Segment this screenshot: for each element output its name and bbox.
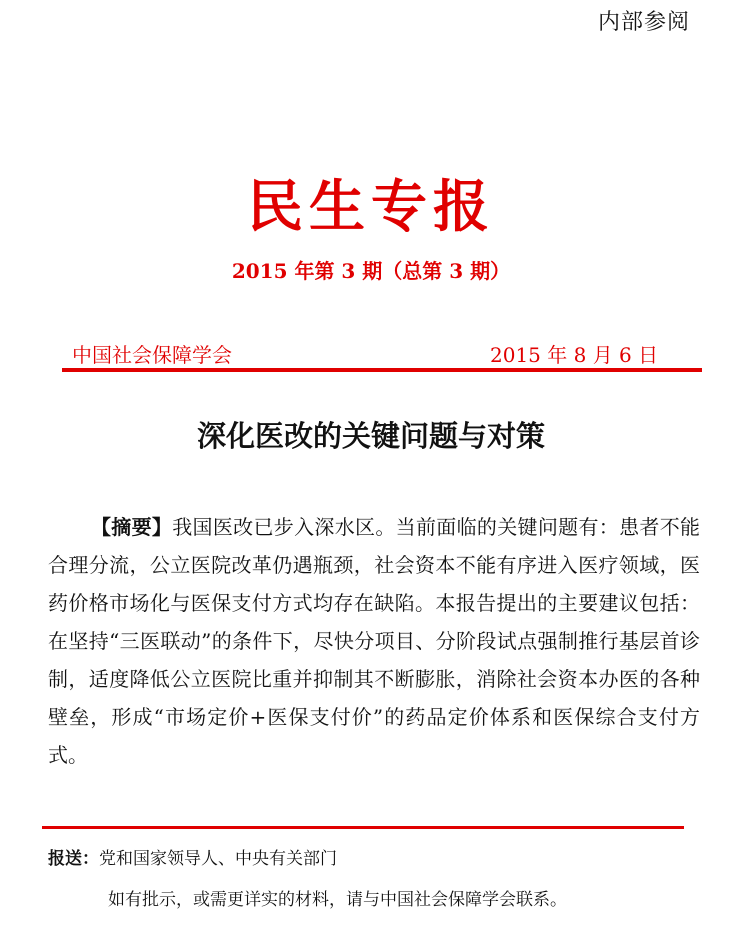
article-title: 深化医改的关键问题与对策 — [196, 419, 545, 453]
masthead-divider — [62, 368, 702, 372]
classification-label: 内部参阅 — [597, 10, 690, 35]
issue-number: 2015 年第 3 期（总第 3 期） — [231, 259, 511, 283]
footer-divider — [42, 826, 684, 829]
publication-date: 2015 年 8 月 6 日 — [490, 343, 659, 367]
report-to-line — [48, 846, 337, 872]
report-to-recipients: 党和国家领导人、中央有关部门 — [99, 849, 337, 869]
abstract-text: 我国医改已步入深水区。当前面临的关键问题有：患者不能合理分流，公立医院改革仍遇瓶颈，社会资本不能有序进入医疗领域，医药价格市场化与医保支付方式均存在缺陷。本报告提出的主要建议包括：在坚持“三医联动”的条件下，尽快分项目、分阶段试点强制推行基层首诊制，适度降低公立医院比重并抑制其不断膨胀，消除社会资本办医的各种壁垒，形成“市场定价+医保支付价”的药品定价体系和医保综合支付方式。 — [48, 515, 701, 767]
abstract-label: 【摘要】 — [91, 515, 173, 539]
abstract-paragraph — [48, 508, 700, 774]
contact-note: 如有批示，或需更详实的材料，请与中国社会保障学会联系。 — [108, 890, 567, 910]
report-to-label: 报送： — [48, 849, 99, 869]
organization-name: 中国社会保障学会 — [72, 343, 232, 367]
masthead-title: 民生专报 — [247, 175, 495, 240]
